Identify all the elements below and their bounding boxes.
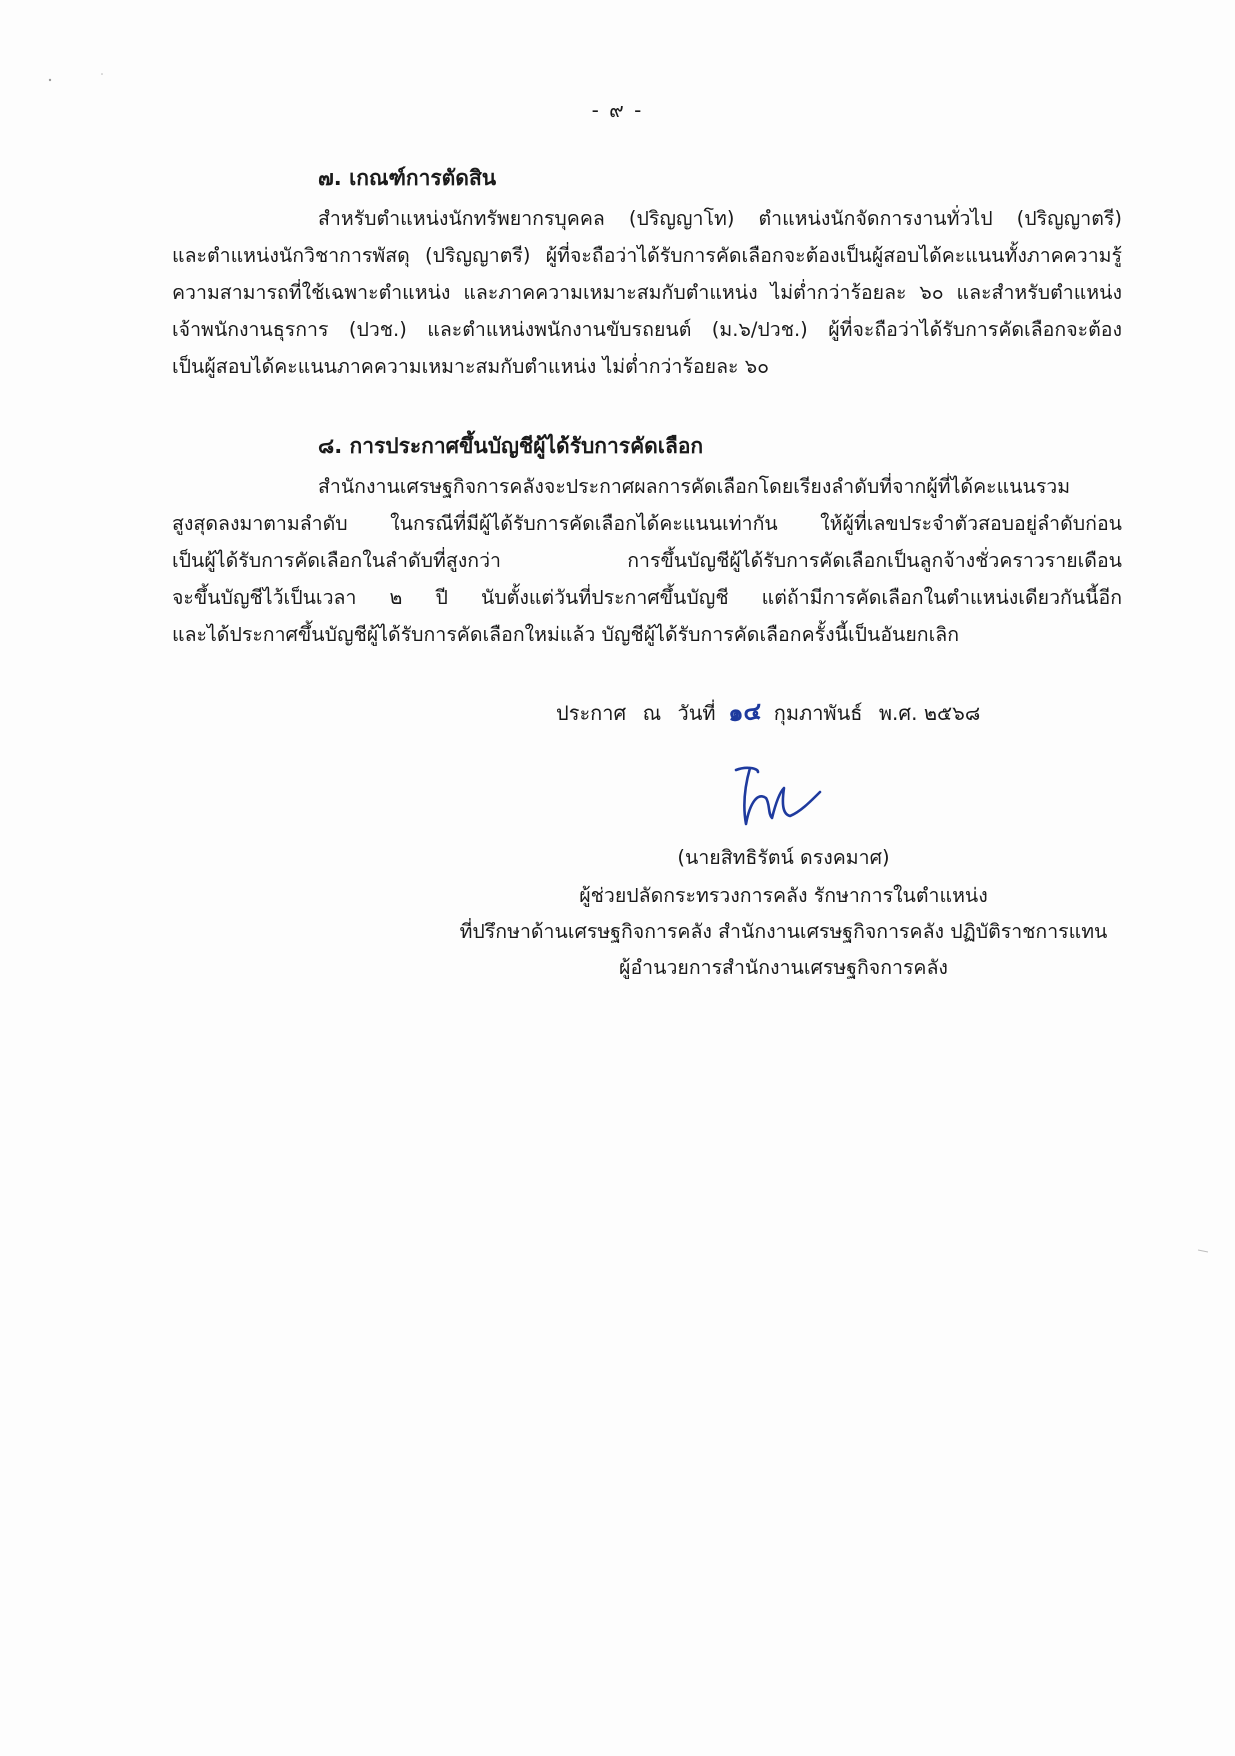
section-8-line: จะขึ้นบัญชีไว้เป็นเวลา ๒ ปี นับตั้งแต่วันที่ประกาศขึ้นบัญชี แต่ถ้ามีการคัดเลือกในตำแหน่งเดียวกันนี้อีก bbox=[172, 586, 1122, 609]
section-7-line: สำหรับตำแหน่งนักทรัพยากรบุคคล (ปริญญาโท) ตำแหน่งนักจัดการงานทั่วไป (ปริญญาตรี) bbox=[318, 207, 1122, 230]
signer-name: (นายสิทธิรัตน์ ดรงคมาศ) bbox=[677, 846, 890, 869]
section-8-line: สำนักงานเศรษฐกิจการคลังจะประกาศผลการคัดเลือกโดยเรียงลำดับที่จากผู้ที่ได้คะแนนรวม bbox=[318, 475, 1071, 498]
announcement-prefix: ประกาศ bbox=[556, 701, 627, 725]
section-7-line: เจ้าพนักงานธุรการ (ปวช.) และตำแหน่งพนักงานขับรถยนต์ (ม.๖/ปวช.) ผู้ที่จะถือว่าได้รับการคัดเลือกจะต้อง bbox=[172, 318, 1122, 341]
section-8-heading: ๘. การประกาศขึ้นบัญชีผู้ได้รับการคัดเลือก bbox=[318, 434, 704, 458]
section-7-line: และตำแหน่งนักวิชาการพัสดุ (ปริญญาตรี) ผู้ที่จะถือว่าได้รับการคัดเลือกจะต้องเป็นผู้สอบได้คะแนนทั้งภาคความรู้ bbox=[172, 244, 1122, 267]
scan-speck bbox=[1196, 1244, 1216, 1256]
page-number: - ๙ - bbox=[591, 98, 644, 122]
scan-speck bbox=[40, 70, 120, 90]
section-7-line: เป็นผู้สอบได้คะแนนภาคความเหมาะสมกับตำแหน่ง ไม่ต่ำกว่าร้อยละ ๖๐ bbox=[172, 355, 769, 378]
announcement-year: ๒๕๖๘ bbox=[923, 701, 981, 725]
announcement-month: กุมภาพันธ์ bbox=[773, 701, 863, 725]
signer-position-1: ผู้ช่วยปลัดกระทรวงการคลัง รักษาการในตำแหน่ง bbox=[579, 884, 988, 907]
section-7-heading: ๗. เกณฑ์การตัดสิน bbox=[318, 166, 497, 190]
announcement-year-label: พ.ศ. bbox=[878, 701, 918, 725]
handwritten-signature bbox=[728, 762, 828, 834]
signer-position-3: ผู้อำนวยการสำนักงานเศรษฐกิจการคลัง bbox=[619, 956, 948, 979]
signer-position-2: ที่ปรึกษาด้านเศรษฐกิจการคลัง สำนักงานเศรษฐกิจการคลัง ปฏิบัติราชการแทน bbox=[459, 920, 1108, 943]
section-8-line: สูงสุดลงมาตามลำดับ ในกรณีที่มีผู้ได้รับการคัดเลือกได้คะแนนเท่ากัน ให้ผู้ที่เลขประจำตัวสอบอยู่ลำดับก่อน bbox=[172, 512, 1122, 535]
section-7-line: ความสามารถที่ใช้เฉพาะตำแหน่ง และภาคความเหมาะสมกับตำแหน่ง ไม่ต่ำกว่าร้อยละ ๖๐ และสำหรับตำแหน่ง bbox=[172, 281, 1122, 304]
handwritten-day: ๑๔ bbox=[726, 695, 763, 728]
section-8-line: เป็นผู้ได้รับการคัดเลือกในลำดับที่สูงกว่า การขึ้นบัญชีผู้ได้รับการคัดเลือกเป็นลูกจ้างชั่วคราวรายเดือน bbox=[172, 549, 1122, 572]
section-8-line: และได้ประกาศขึ้นบัญชีผู้ได้รับการคัดเลือกใหม่แล้ว บัญชีผู้ได้รับการคัดเลือกครั้งนี้เป็นอันยกเลิก bbox=[172, 623, 960, 646]
announcement-at: ณ bbox=[642, 701, 662, 725]
announcement-day-label: วันที่ bbox=[677, 701, 716, 725]
announcement-date-line bbox=[556, 692, 980, 731]
